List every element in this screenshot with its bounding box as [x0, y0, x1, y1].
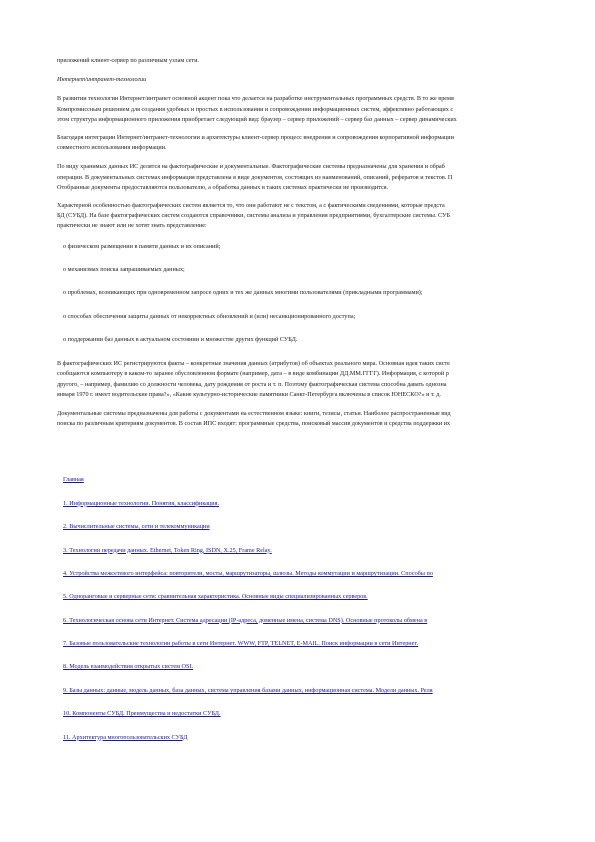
paragraph-integration — [57, 133, 595, 153]
nav-link-5[interactable]: 5. Одноранговые и серверные сети: сравнительная характеристика. Основные виды специализированных серверов. — [63, 593, 368, 601]
nav-item-4 — [57, 569, 595, 581]
text-line: Компромиссным решением для создания удобных и простых в использовании и сопровождении информационных систем, эффективно работающих с — [57, 105, 454, 113]
text-line: Благодаря интеграции Интернет/интранет-технологии и архитектуры клиент-сервер процесс внедрения и сопровождения корпоративной информации — [57, 134, 454, 142]
list-item: • о поддержании баз данных в актуальном состоянии и множестве других функций СУБД. — [57, 335, 595, 347]
nav-link-home[interactable]: Главная — [63, 476, 84, 484]
section-heading: Интернет/интранет-технологии — [57, 76, 147, 84]
nav-link-9[interactable]: 9. Базы данных: данные, модель данных, база данных, система управления базами данных, информационная система. Модели данных. Реля — [63, 686, 433, 694]
text-line: В развитии технологии Интернет/интранет основной акцент пока что делается на разработке инструментальных программных средств. В то же время — [57, 95, 454, 103]
paragraph-internet-technologies — [57, 94, 595, 125]
nav-link-8[interactable]: 8. Модель взаимодействия открытых систем OSI. — [63, 663, 194, 671]
list-item: • о механизмах поиска запрашиваемых данных; — [57, 265, 595, 277]
nav-link-7[interactable]: 7. Базовые пользовательские технологии работы в сети Интернет. WWW, FTP, TELNET, E-MAIL. Поиск информации в сети Интернет. — [63, 640, 419, 648]
nav-item-home — [57, 475, 595, 487]
nav-item-8 — [57, 662, 595, 674]
nav-item-7 — [57, 639, 595, 651]
navigation-link-list — [57, 475, 595, 744]
text-line: БД (СУБД). На базе фактографических систем создаются справочники, системы анализа и управления предприятиями, бухгалтерские системы. СУБ — [57, 212, 451, 220]
text-line: Характерной особенностью фактографических систем является то, что они работают не с текстом, а с фактическими сведениями, которые предста — [57, 202, 445, 210]
text-line: этом структура информационного приложения приобретает следующий вид: браузер – сервер приложений – сервер баз данных – сервер динамических — [57, 115, 457, 123]
nav-item-6 — [57, 616, 595, 628]
nav-link-1[interactable]: 1. Информационные технологии. Понятия, классификация. — [63, 499, 220, 507]
nav-item-10 — [57, 709, 595, 721]
nav-link-3[interactable]: 3. Технологии передачи данных. Ethernet, Token Ring, ISDN, X.25, Frame Relay. — [63, 546, 272, 554]
text-line: поиска по различным критериям документов. В состав ИПС входят: программные средства, поисковый массив документов и средства поддержки их — [57, 420, 451, 428]
nav-link-6[interactable]: 6. Технологическая основа сети Интернет. Система адресации (IP-адреса, доменные имена, система DNS). Основные протоколы обмена в — [63, 616, 428, 624]
text-line: практически не знают или не хотят знать представление: — [57, 222, 207, 230]
document-body — [57, 56, 595, 756]
intro-line: приложений клиент-сервер по различным узлам сети. — [57, 57, 199, 64]
list-item: • о способах обеспечения защиты данных от некорректных обновлений и (или) несанкционированного доступа; — [57, 312, 595, 324]
text-line: другого, – например, фамилию со должности человека, дату рождения от роста и т. п. Поэтому фактографическая система способна давать однозна — [57, 380, 447, 388]
nav-link-10[interactable]: 10. Компоненты СУБД. Преимущества и недостатки СУБД. — [63, 710, 221, 718]
text-line: По виду хранимых данных ИС делятся на фактографические и документальные. Фактографические системы предназначены для хранения и обраб — [57, 163, 445, 171]
text-line: Документальные системы предназначены для работы с документами на естественном языке: книги, тезисы, статьи. Наиболее распространенные вид — [57, 409, 451, 417]
nav-item-5 — [57, 592, 595, 604]
text-line: В фактографических ИС регистрируются факты – конкретные значения данных (атрибутов) об объектах реального мира. Основная идея таких систе — [57, 360, 450, 368]
nav-link-4[interactable]: 4. Устройства межсетевого интерфейса: повторители, мосты, маршрутизаторы, шлюзы. Методы коммутации и маршрутизации. Способы по — [63, 569, 433, 577]
paragraph-documentary — [57, 409, 595, 429]
paragraph-factographic — [57, 201, 595, 232]
bullet-list — [57, 242, 595, 347]
nav-item-3 — [57, 546, 595, 558]
text-line: января 1970 г. имеет водительские права?», «Какие культурно-исторические памятники Санкт-Петербурга включены в список ЮНЕСКО?» и т. д. — [57, 390, 441, 398]
nav-link-2[interactable]: 2. Вычислительные системы, сети и телекоммуникации — [63, 523, 210, 531]
text-line: Отобранные документы предоставляются пользователю, а обработка данных в таких системах практически не производится. — [57, 183, 389, 191]
nav-item-11 — [57, 733, 595, 745]
nav-item-9 — [57, 686, 595, 698]
list-item: • о физическом размещении в памяти данных и их описаний; — [57, 242, 595, 254]
paragraph-data-types — [57, 162, 595, 193]
text-line: сообщаются компьютеру в каком-то заранее обусловленном формате (например, дата – в виде комбинации ДД.ММ.ГГГГ). Информация, с которой р — [57, 370, 449, 378]
nav-item-1 — [57, 499, 595, 511]
text-line: совместного использования информации. — [57, 144, 167, 152]
list-item: • о проблемах, возникающих при одновременном запросе одних и тех же данных многими пользователями (прикладными программами); — [57, 288, 595, 300]
nav-link-11[interactable]: 11. Архитектура многопользовательских СУБД — [63, 733, 188, 741]
text-line: операции. В документальных системах информация представлена в виде документов, состоящих из наименований, описаний, рефератов и текстов. П — [57, 173, 453, 181]
paragraph-facts — [57, 359, 595, 400]
nav-item-2 — [57, 522, 595, 534]
